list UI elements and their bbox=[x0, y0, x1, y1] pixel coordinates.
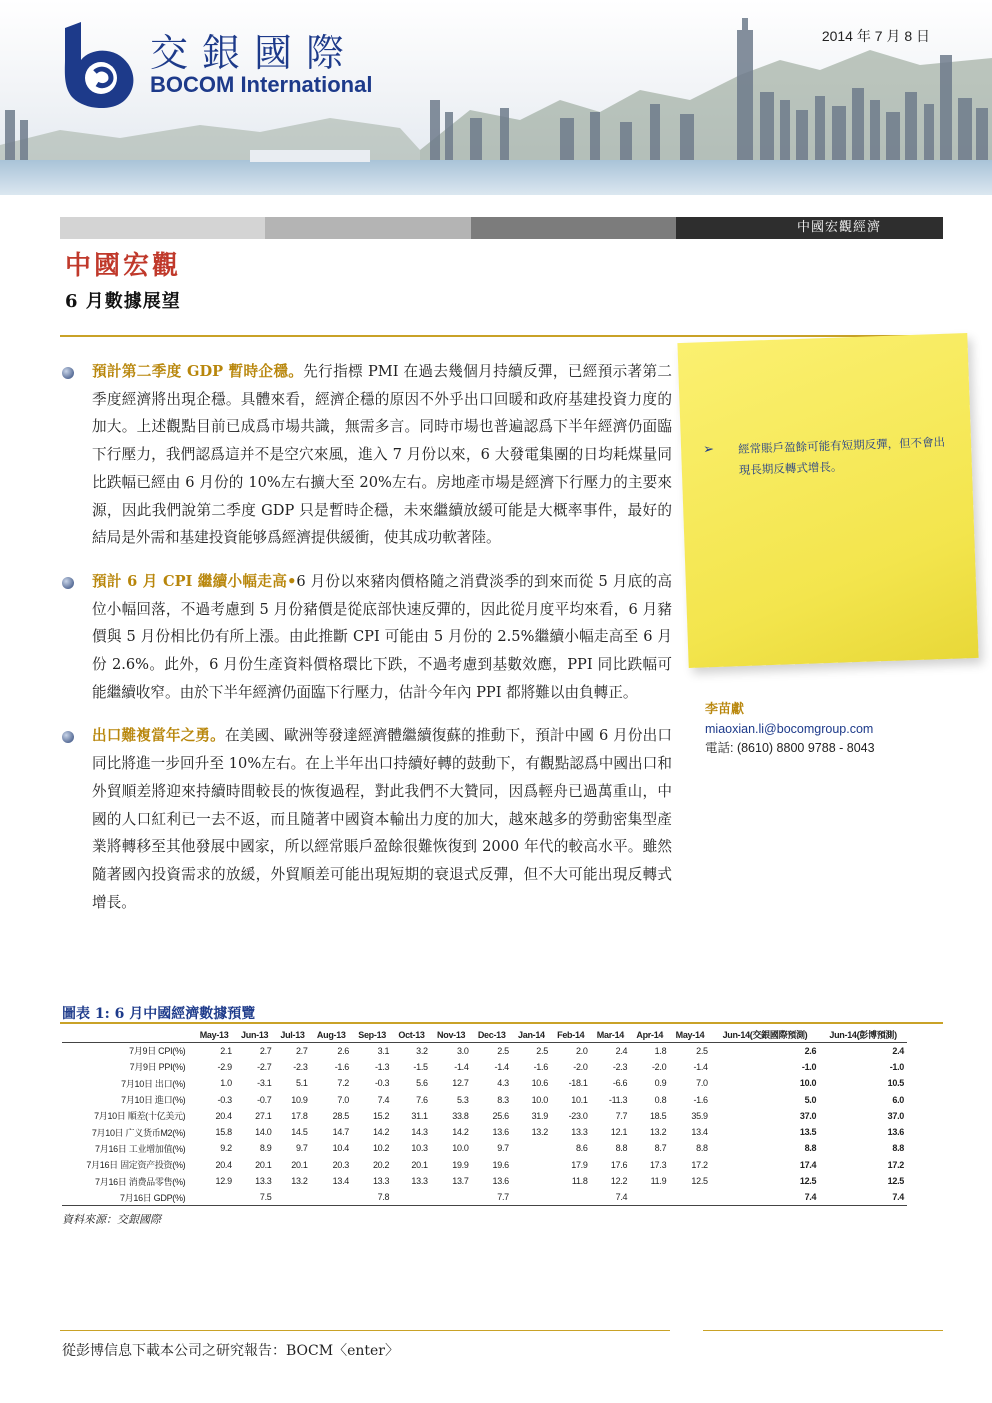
table-cell: 13.2 bbox=[531, 1127, 548, 1138]
table-row bbox=[62, 1108, 907, 1124]
table-cell: 8.8 bbox=[696, 1143, 708, 1154]
table-cell: -1.4 bbox=[454, 1061, 469, 1072]
table-cell: 17.3 bbox=[649, 1159, 667, 1170]
table-cell: -1.5 bbox=[413, 1061, 428, 1072]
table-cell: 10.4 bbox=[332, 1143, 349, 1154]
table-cell: 20.4 bbox=[215, 1110, 232, 1121]
table-cell: 7.7 bbox=[472, 1189, 512, 1205]
table-cell: 13.6 bbox=[887, 1127, 904, 1138]
table-cell: 7.4 bbox=[819, 1189, 907, 1205]
table-cell: 2.6 bbox=[804, 1045, 817, 1056]
table-cell: 2.4 bbox=[892, 1045, 904, 1056]
table-cell: 7.4 bbox=[711, 1189, 819, 1205]
table-cell: 15.8 bbox=[215, 1127, 232, 1138]
table-cell: 13.5 bbox=[799, 1127, 817, 1138]
table-cell: 1.0 bbox=[220, 1078, 232, 1089]
table-cell: 10.9 bbox=[291, 1094, 308, 1105]
table-cell: 10.3 bbox=[411, 1143, 428, 1154]
table-cell: 8.8 bbox=[615, 1143, 628, 1154]
table-cell: 3.2 bbox=[416, 1045, 428, 1056]
table-cell: -2.9 bbox=[217, 1061, 232, 1072]
table-row bbox=[62, 1059, 907, 1075]
table-cell bbox=[311, 1189, 352, 1205]
table-cell bbox=[512, 1189, 551, 1205]
table-row-label: 7月9日 PPI(%) bbox=[129, 1062, 186, 1073]
table-cell: 14.5 bbox=[291, 1127, 308, 1138]
table-cell: 31.9 bbox=[531, 1110, 548, 1121]
table-body bbox=[62, 1043, 907, 1206]
table-cell: -2.3 bbox=[612, 1061, 628, 1072]
table-cell: 2.5 bbox=[536, 1045, 548, 1056]
table-row-label: 7月10日 進口(%) bbox=[121, 1095, 186, 1106]
table-header-cell: Jun-13 bbox=[235, 1027, 275, 1043]
table-cell: 35.9 bbox=[691, 1110, 708, 1121]
table-title-divider bbox=[60, 1022, 943, 1024]
table-cell: 13.3 bbox=[411, 1176, 428, 1187]
table-cell bbox=[630, 1189, 669, 1205]
table-cell: 17.6 bbox=[610, 1159, 628, 1170]
analyst-name: 李苗獻 bbox=[705, 702, 745, 717]
table-cell: 4.3 bbox=[497, 1078, 509, 1089]
table-row bbox=[62, 1043, 907, 1059]
table-cell: 13.4 bbox=[332, 1176, 349, 1187]
table-cell: 2.1 bbox=[220, 1045, 232, 1056]
sticky-note-summary bbox=[677, 333, 978, 668]
table-cell: 3.1 bbox=[377, 1045, 390, 1056]
table-header-cell: Jun-14(交銀國際預測) bbox=[711, 1027, 819, 1043]
table-cell: 10.5 bbox=[887, 1078, 904, 1089]
table-cell: -1.3 bbox=[374, 1061, 390, 1072]
table-cell: 9.2 bbox=[220, 1143, 232, 1154]
table-cell: 14.2 bbox=[452, 1127, 469, 1138]
table-cell: 19.9 bbox=[452, 1159, 469, 1170]
table-cell: -1.0 bbox=[801, 1061, 817, 1072]
table-cell: 7.5 bbox=[235, 1189, 275, 1205]
table-cell: 28.5 bbox=[332, 1110, 349, 1121]
table-cell bbox=[512, 1140, 551, 1156]
report-subtitle: 6 月數據展望 bbox=[65, 291, 181, 312]
table-cell: 19.6 bbox=[492, 1159, 509, 1170]
table-row bbox=[62, 1189, 907, 1205]
table-cell: 20.4 bbox=[215, 1159, 232, 1170]
table-cell: 17.9 bbox=[571, 1159, 588, 1170]
table-cell: 5.3 bbox=[456, 1094, 469, 1105]
table-cell: -1.6 bbox=[334, 1061, 349, 1072]
footer-bloomberg-note: 從彭博信息下載本公司之研究報告：BOCM〈enter〉 bbox=[62, 1343, 399, 1359]
table-cell: 6.0 bbox=[892, 1094, 904, 1105]
table-cell: 14.7 bbox=[332, 1127, 349, 1138]
table-cell: -1.4 bbox=[693, 1061, 708, 1072]
table-cell: 13.2 bbox=[649, 1127, 667, 1138]
table-cell: -18.1 bbox=[568, 1078, 588, 1089]
table-cell: 13.4 bbox=[691, 1127, 708, 1138]
table-cell: 2.5 bbox=[497, 1045, 509, 1056]
table-cell: 2.5 bbox=[696, 1045, 708, 1056]
table-cell: 31.1 bbox=[411, 1110, 428, 1121]
table-cell: 2.4 bbox=[615, 1045, 628, 1056]
table-row-label: 7月9日 CPI(%) bbox=[129, 1046, 186, 1057]
table-cell: 37.0 bbox=[799, 1110, 817, 1121]
table-cell: 10.2 bbox=[372, 1143, 390, 1154]
table-header-cell: May-13 bbox=[193, 1027, 234, 1043]
key-point-text: 先行指標 PMI 在過去幾個月持續反彈，已經預示著第二季度經濟將出現企穩。具體來看，經濟企穩的原因不外乎出口回暖和政府基建投資力度的加大。上述觀點目前已成爲市場共識，無需多言。同時市場也普遍認爲下半年經濟仍面臨下行壓力，我們認爲這并不是空穴來風，進入 7 月份以來，6 大發電集團的日均耗煤量同比跌幅已經由 6 月份的 10%左右擴大至 20%左右。房地產市場是經濟下行壓力的主要來源，因此我們說第二季度 GDP 只是暫時企穩，未來繼續放緩可能是大概率事件，最好的結局是外需和基建投資能够爲經濟提供緩衝，使其成功軟著陸。 bbox=[92, 363, 672, 547]
table-row bbox=[62, 1091, 907, 1107]
table-cell: 9.7 bbox=[497, 1143, 509, 1154]
table-cell: 27.1 bbox=[255, 1110, 272, 1121]
bocom-logo bbox=[55, 20, 415, 110]
table-cell: 17.8 bbox=[291, 1110, 308, 1121]
table-cell: 17.4 bbox=[799, 1159, 817, 1170]
table-cell: 7.2 bbox=[337, 1078, 349, 1089]
key-point-text: 在美國、歐洲等發達經濟體繼續復蘇的推動下，預計中國 6 月份出口同比將進一步回升至 10%左右。在上半年出口持續好轉的鼓動下，有觀點認爲中國出口和外貿順差將迎來持續時間較長的恢復過程，對此我們不大贊同，因爲輕舟已過萬重山，中國的人口紅利已一去不返，而且隨著中國資本輸出力度的加大，越來越多的勞動密集型產業將轉移至其他發展中國家，所以經常賬戶盈餘很難恢復到 2000 年代的較高水平。雖然隨著國內投資需求的放緩，外貿順差可能出現短期的衰退式反彈，但不大可能出現反轉式增長。 bbox=[92, 727, 672, 911]
table-cell: 12.7 bbox=[452, 1078, 469, 1089]
table-cell: 12.5 bbox=[887, 1176, 904, 1187]
key-point-heading: 預計 6 月 CPI 繼續小幅走高• bbox=[92, 572, 297, 590]
table-header-cell: Jun-14(彭博預測) bbox=[819, 1027, 907, 1043]
band-segment bbox=[265, 217, 470, 239]
key-point-item bbox=[62, 568, 672, 707]
table-row-label: 7月10日 順差(十亿美元) bbox=[94, 1111, 186, 1122]
table-cell: 25.6 bbox=[492, 1110, 509, 1121]
table-cell: 13.6 bbox=[492, 1176, 509, 1187]
analyst-email-link[interactable]: miaoxian.li@bocomgroup.com bbox=[705, 722, 874, 736]
table-cell: 8.6 bbox=[575, 1143, 588, 1154]
band-segment bbox=[60, 217, 265, 239]
table-cell: -0.3 bbox=[217, 1094, 232, 1105]
table-cell: 8.8 bbox=[804, 1143, 817, 1154]
table-cell bbox=[392, 1189, 430, 1205]
footer-divider bbox=[60, 1330, 670, 1331]
logo-english-name: BOCOM International bbox=[150, 72, 373, 97]
table-cell: 11.8 bbox=[571, 1176, 588, 1187]
table-row-label: 7月10日 出口(%) bbox=[121, 1078, 186, 1089]
table-cell bbox=[512, 1157, 551, 1173]
table-cell: 12.2 bbox=[610, 1176, 628, 1187]
table-cell: 13.6 bbox=[492, 1127, 509, 1138]
table-header-cell: Dec-13 bbox=[472, 1027, 512, 1043]
key-point-heading: 出口難複當年之勇。 bbox=[92, 727, 225, 745]
table-cell: 2.6 bbox=[337, 1045, 349, 1056]
table-cell: -2.0 bbox=[651, 1061, 667, 1072]
table-cell bbox=[512, 1173, 551, 1189]
key-point-heading: 預計第二季度 GDP 暫時企穩。 bbox=[92, 363, 304, 380]
table-cell: 13.7 bbox=[452, 1176, 469, 1187]
table-cell: -1.0 bbox=[889, 1061, 904, 1072]
band-category-label: 中國宏觀經濟 bbox=[676, 217, 943, 239]
table-cell: 14.2 bbox=[372, 1127, 390, 1138]
table-cell: -0.7 bbox=[257, 1094, 272, 1105]
table-row bbox=[62, 1157, 907, 1173]
table-row-label: 7月16日 固定资产投资(%) bbox=[86, 1160, 186, 1171]
table-cell: 5.1 bbox=[295, 1078, 308, 1089]
table-cell: -1.6 bbox=[693, 1094, 708, 1105]
table-cell: 2.7 bbox=[259, 1045, 272, 1056]
table-cell: -1.6 bbox=[533, 1061, 548, 1072]
report-title: 中國宏觀 bbox=[65, 251, 182, 281]
table-cell: 2.0 bbox=[575, 1045, 588, 1056]
table-cell: 20.1 bbox=[255, 1159, 272, 1170]
table-cell: 20.1 bbox=[411, 1159, 428, 1170]
header-banner bbox=[0, 0, 992, 195]
table-cell bbox=[193, 1189, 234, 1205]
table-cell: -11.3 bbox=[608, 1094, 628, 1105]
table-cell: 20.1 bbox=[291, 1159, 308, 1170]
table-header-cell: May-14 bbox=[669, 1027, 710, 1043]
economic-data-table bbox=[62, 1027, 907, 1206]
table-cell: -6.6 bbox=[612, 1078, 628, 1089]
table-cell: 0.9 bbox=[654, 1078, 667, 1089]
table-cell: 7.0 bbox=[696, 1078, 708, 1089]
sticky-note-item bbox=[703, 432, 954, 483]
table-cell: 12.9 bbox=[215, 1176, 232, 1187]
table-cell: 7.7 bbox=[615, 1110, 628, 1121]
table-cell: -2.3 bbox=[293, 1061, 308, 1072]
table-header-cell: Sep-13 bbox=[352, 1027, 392, 1043]
table-cell: 17.2 bbox=[691, 1159, 708, 1170]
table-header-cell: Jul-13 bbox=[274, 1027, 310, 1043]
table-cell: 33.8 bbox=[452, 1110, 469, 1121]
table-row bbox=[62, 1124, 907, 1140]
table-cell: -3.1 bbox=[257, 1078, 272, 1089]
table-row-label: 7月10日 广义货币M2(%) bbox=[91, 1127, 186, 1138]
table-cell: -0.3 bbox=[374, 1078, 390, 1089]
analyst-contact bbox=[705, 700, 955, 758]
table-cell bbox=[551, 1189, 591, 1205]
table-row-label: 7月16日 消费品零售(%) bbox=[95, 1176, 186, 1187]
table-row-label: 7月16日 GDP(%) bbox=[62, 1189, 193, 1205]
table-cell: 13.3 bbox=[255, 1176, 272, 1187]
table-cell: 8.3 bbox=[497, 1094, 509, 1105]
table-cell bbox=[274, 1189, 310, 1205]
table-cell: 13.3 bbox=[372, 1176, 390, 1187]
table-source-note: 資料來源：交銀國際 bbox=[62, 1213, 161, 1226]
table-row-label: 7月16日 工业增加值(%) bbox=[95, 1143, 186, 1154]
table-cell: 12.5 bbox=[691, 1176, 708, 1187]
footer-divider bbox=[703, 1330, 943, 1331]
table-cell: 5.0 bbox=[804, 1094, 817, 1105]
table-header-cell: Feb-14 bbox=[551, 1027, 591, 1043]
table-header-blank bbox=[62, 1027, 193, 1043]
table-cell: 14.0 bbox=[255, 1127, 272, 1138]
key-points-list bbox=[62, 358, 672, 932]
table-cell: 37.0 bbox=[887, 1110, 904, 1121]
table-cell: 8.9 bbox=[259, 1143, 272, 1154]
key-point-text: 6 月份以來豬肉價格隨之消費淡季的到來而從 5 月底的高位小幅回落，不過考慮到 5 月份豬價是從底部快速反彈的，因此從月度平均來看，6 月豬價與 5 月份相比仍有所上漲。由此推斷 CPI 可能由 5 月份的 2.5%繼續小幅走高至 6 月份 2.6%。此外，6 月份生產資料價格環比下跌，不過考慮到基數效應，PPI 同比跌幅可能繼續收窄。由於下半年經濟仍面臨下行壓力，估計今年內 PPI 都將難以由負轉正。 bbox=[92, 572, 672, 701]
table-cell: 5.6 bbox=[416, 1078, 428, 1089]
section-band bbox=[60, 217, 943, 239]
table-cell: -2.0 bbox=[573, 1061, 588, 1072]
key-point-item bbox=[62, 722, 672, 916]
band-segment bbox=[471, 217, 676, 239]
table-row bbox=[62, 1173, 907, 1189]
table-cell: 3.0 bbox=[456, 1045, 469, 1056]
table-cell: 18.5 bbox=[649, 1110, 667, 1121]
table-row bbox=[62, 1140, 907, 1156]
table-cell: 17.2 bbox=[887, 1159, 904, 1170]
table-cell: 10.1 bbox=[571, 1094, 588, 1105]
table-cell: 7.0 bbox=[337, 1094, 349, 1105]
logo-chinese-name: 交銀國際 bbox=[150, 31, 359, 75]
analyst-phone: 電話: (8610) 8800 9788 - 8043 bbox=[705, 741, 875, 755]
table-cell: -1.4 bbox=[494, 1061, 509, 1072]
table-cell: 15.2 bbox=[372, 1110, 390, 1121]
table-row bbox=[62, 1075, 907, 1091]
table-header-row bbox=[62, 1027, 907, 1043]
bullet-icon bbox=[62, 577, 74, 589]
table-cell: 7.4 bbox=[591, 1189, 631, 1205]
table-cell bbox=[669, 1189, 710, 1205]
table-cell: 8.7 bbox=[654, 1143, 667, 1154]
table-cell: -23.0 bbox=[568, 1110, 588, 1121]
table-cell: 14.3 bbox=[411, 1127, 428, 1138]
table-cell: 10.0 bbox=[452, 1143, 469, 1154]
table-cell: 1.8 bbox=[654, 1045, 667, 1056]
bocom-logo-mark-icon bbox=[55, 20, 143, 108]
table-cell: 20.2 bbox=[372, 1159, 390, 1170]
table-header-cell: Mar-14 bbox=[591, 1027, 631, 1043]
table-cell: -2.7 bbox=[257, 1061, 272, 1072]
table-header-cell: Apr-14 bbox=[630, 1027, 669, 1043]
table-cell: 13.3 bbox=[571, 1127, 588, 1138]
report-date: 2014 年 7 月 8 日 bbox=[821, 28, 930, 44]
table-cell: 7.8 bbox=[352, 1189, 392, 1205]
table-cell: 8.8 bbox=[892, 1143, 904, 1154]
table-cell: 12.5 bbox=[799, 1176, 817, 1187]
table-cell: 9.7 bbox=[295, 1143, 308, 1154]
table-cell: 11.9 bbox=[650, 1176, 667, 1187]
table-cell: 13.2 bbox=[291, 1176, 308, 1187]
table-cell: 20.3 bbox=[332, 1159, 349, 1170]
arrow-bullet-icon: ➢ bbox=[702, 441, 715, 458]
table-cell: 12.1 bbox=[610, 1127, 628, 1138]
table-header-cell: Nov-13 bbox=[431, 1027, 472, 1043]
table-header-cell: Oct-13 bbox=[392, 1027, 430, 1043]
table-cell: 2.7 bbox=[295, 1045, 308, 1056]
table-cell: 7.6 bbox=[416, 1094, 428, 1105]
table-cell: 7.4 bbox=[377, 1094, 390, 1105]
key-point-item bbox=[62, 358, 672, 552]
table-cell: 10.6 bbox=[531, 1078, 548, 1089]
bullet-icon bbox=[62, 367, 74, 379]
bullet-icon bbox=[62, 731, 74, 743]
title-divider bbox=[60, 335, 943, 337]
table-cell: 0.8 bbox=[654, 1094, 667, 1105]
table-header-cell: Jan-14 bbox=[512, 1027, 551, 1043]
table-cell: 10.0 bbox=[531, 1094, 548, 1105]
table-cell: 10.0 bbox=[799, 1078, 817, 1089]
sticky-note-text: 經常賬戶盈餘可能有短期反彈，但不會出現長期反轉式增長。 bbox=[737, 434, 946, 478]
table-title: 圖表 1: 6 月中國經濟數據預覽 bbox=[62, 1006, 256, 1022]
table-cell bbox=[431, 1189, 472, 1205]
table-header-cell: Aug-13 bbox=[311, 1027, 352, 1043]
